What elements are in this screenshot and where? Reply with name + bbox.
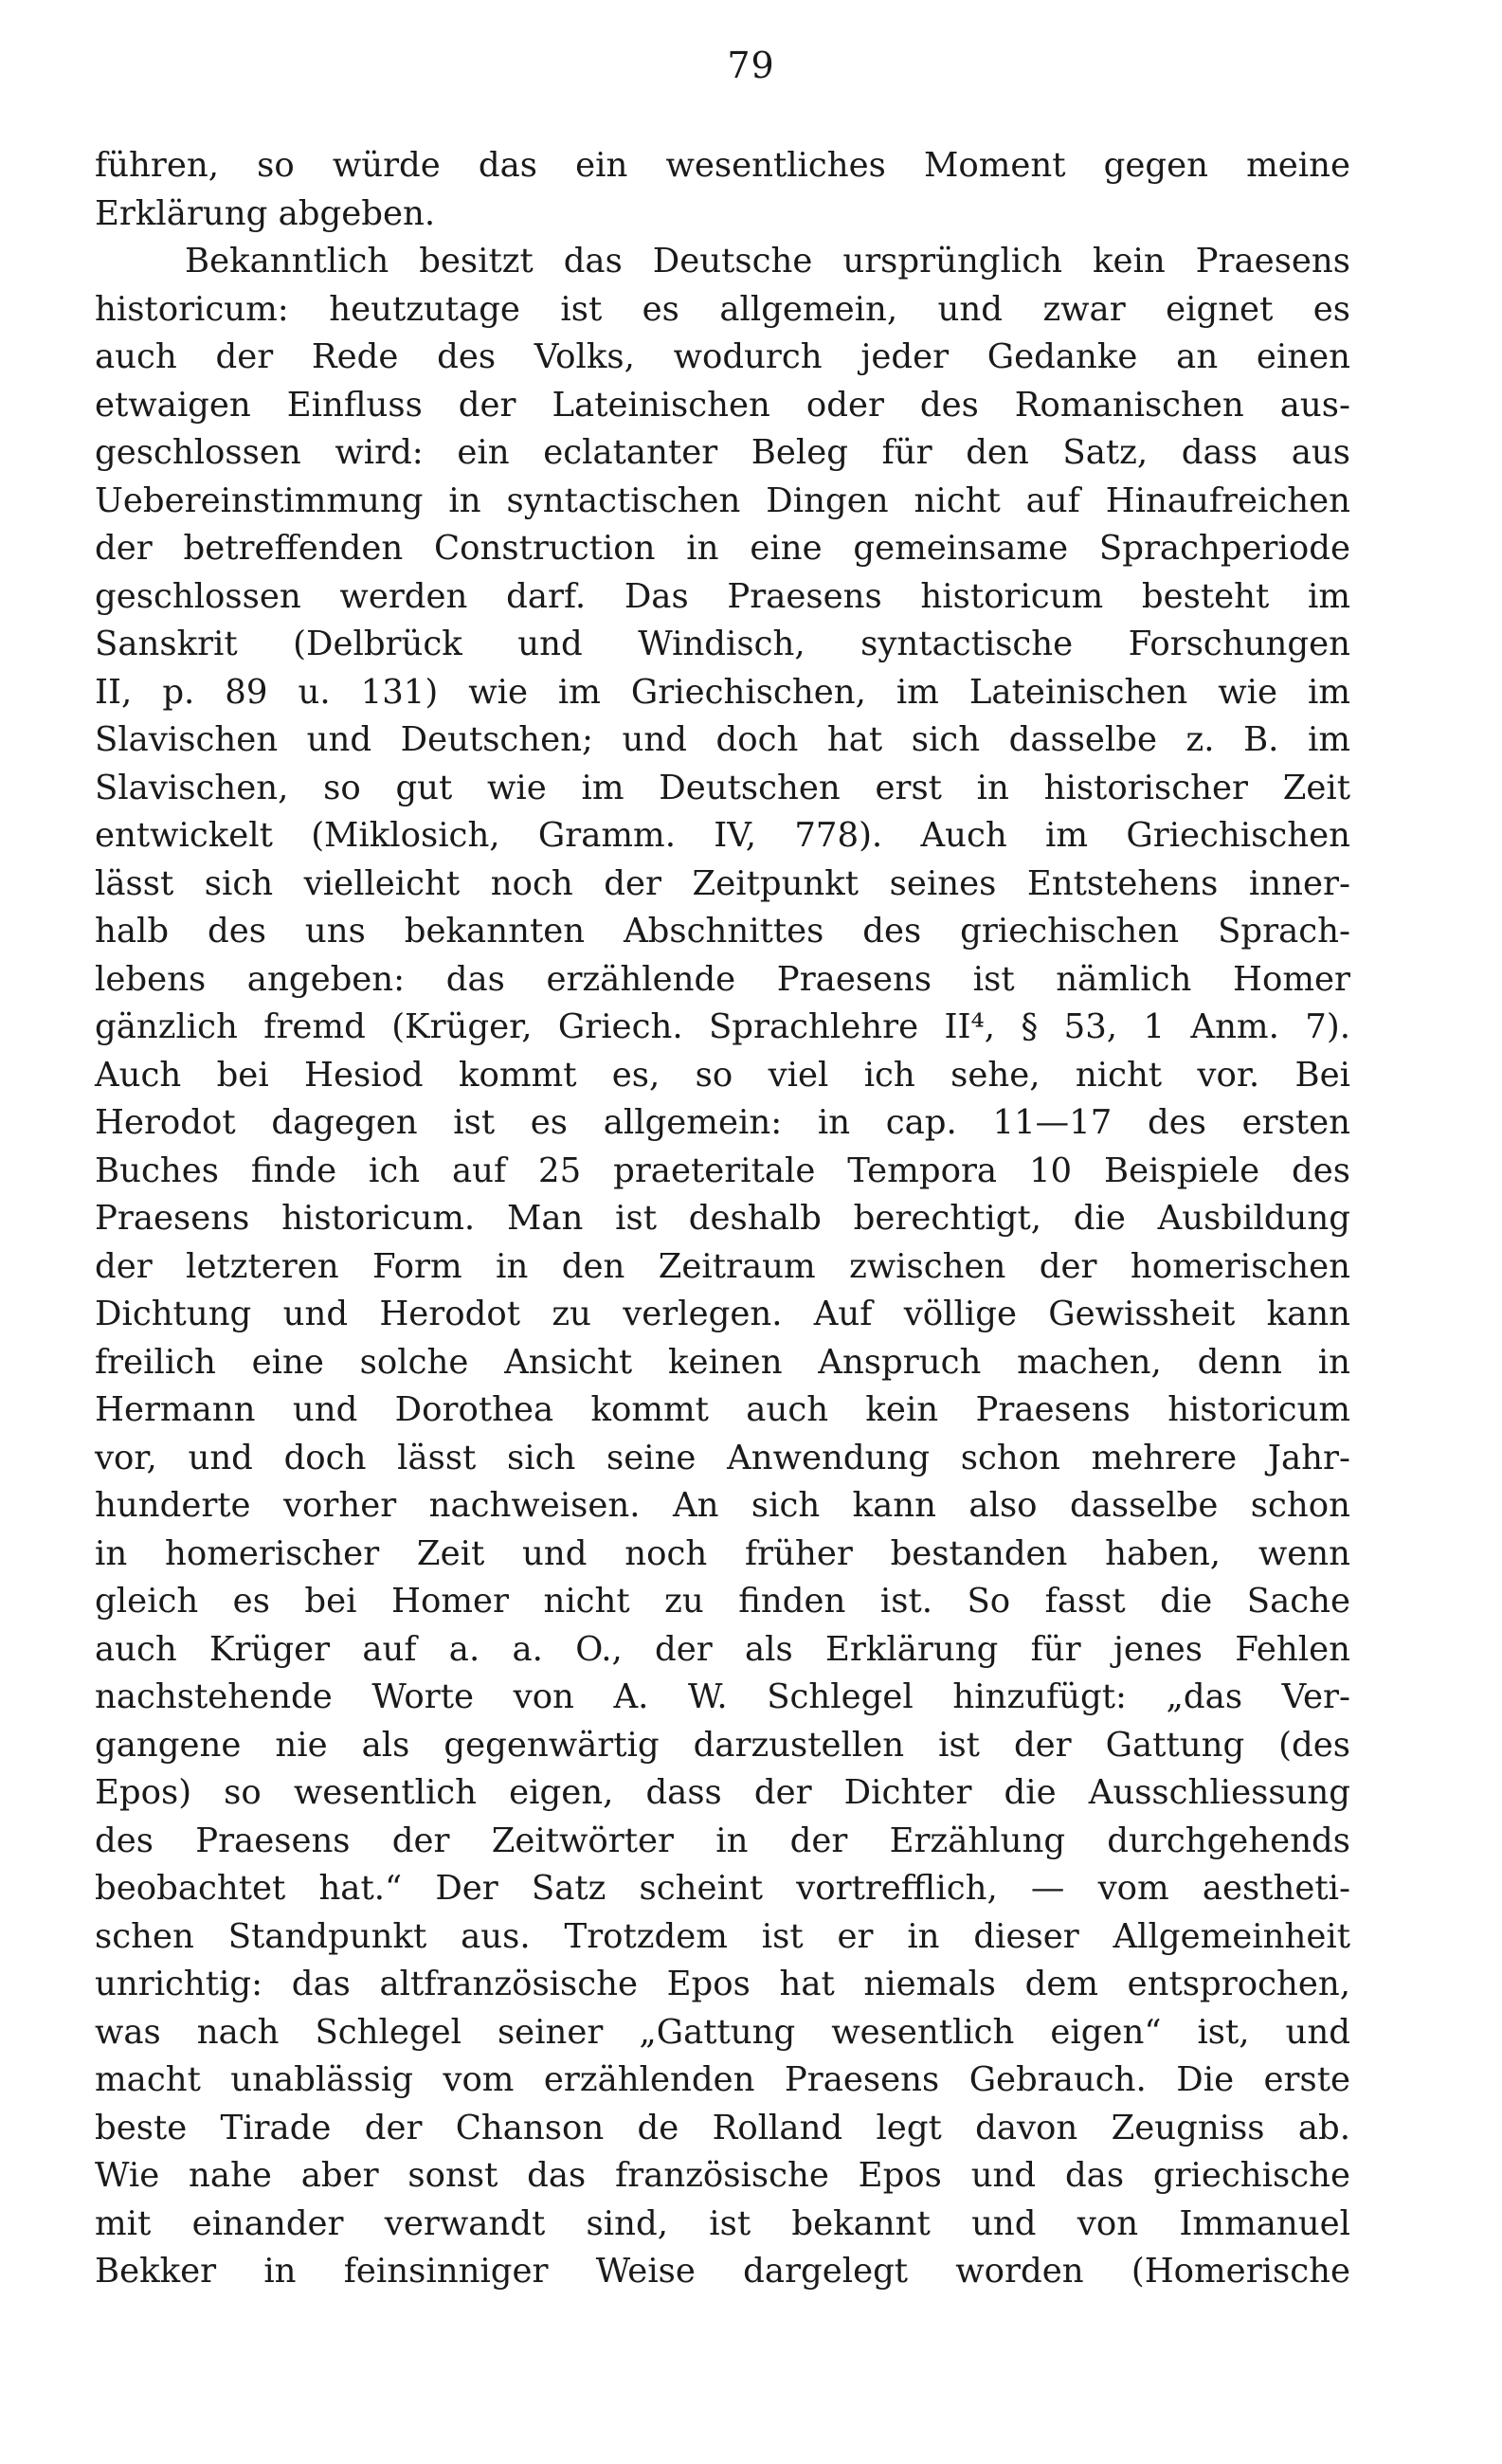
text-line: hunderte vorher nachweisen. An sich kann also dasselbe schon: [95, 1486, 1350, 1525]
text-line: macht unablässig vom erzählenden Praesens Gebrauch. Die erste: [95, 2060, 1350, 2099]
text-line: Praesens historicum. Man ist deshalb berechtigt, die Ausbildung: [95, 1199, 1350, 1238]
text-line: Buches finde ich auf 25 praeteritale Tempora 10 Beispiele des: [95, 1150, 1350, 1190]
text-line: halb des uns bekannten Abschnittes des griechischen Sprach-: [95, 912, 1350, 951]
text-line: Herodot dagegen ist es allgemein: in cap. 11—17 des ersten: [95, 1103, 1350, 1142]
page-number: 79: [727, 45, 775, 86]
text-line: mit einander verwandt sind, ist bekannt und von Immanuel: [95, 2203, 1350, 2243]
text-line: II, p. 89 u. 131) wie im Griechischen, im Lateinischen wie im: [95, 672, 1350, 712]
text-line: entwickelt (Miklosich, Gramm. IV, 778). Auch im Griechischen: [95, 816, 1350, 855]
text-line: freilich eine solche Ansicht keinen Anspruch machen, denn in: [95, 1342, 1350, 1382]
text-line: Hermann und Dorothea kommt auch kein Praesens historicum: [95, 1390, 1350, 1429]
text-line: in homerischer Zeit und noch früher bestanden haben, wenn: [95, 1533, 1350, 1573]
text-line: lebens angeben: das erzählende Praesens ist nämlich Homer: [95, 959, 1350, 999]
text-line: Slavischen, so gut wie im Deutschen erst in historischer Zeit: [95, 768, 1350, 807]
text-line: Erklärung abgeben.: [95, 193, 436, 233]
text-line: schen Standpunkt aus. Trotzdem ist er in dieser Allgemeinheit: [95, 1916, 1350, 1956]
text-line: lässt sich vielleicht noch der Zeitpunkt seines Entstehens inner-: [95, 863, 1350, 903]
text-line: Bekanntlich besitzt das Deutsche ursprünglich kein Praesens: [185, 242, 1350, 281]
text-line: nachstehende Worte von A. W. Schlegel hinzufügt: „das Ver-: [95, 1677, 1350, 1716]
text-line: des Praesens der Zeitwörter in der Erzählung durchgehends: [95, 1821, 1350, 1860]
text-line: Bekker in feinsinniger Weise dargelegt worden (Homerische: [95, 2252, 1350, 2291]
text-line: der letzteren Form in den Zeitraum zwischen der homerischen: [95, 1246, 1350, 1286]
text-line: Dichtung und Herodot zu verlegen. Auf völlige Gewissheit kann: [95, 1295, 1350, 1333]
text-line: Epos) so wesentlich eigen, dass der Dichter die Ausschliessung: [95, 1773, 1350, 1812]
text-line: Uebereinstimmung in syntactischen Dingen nicht auf Hinaufreichen: [95, 480, 1350, 520]
text-line: Wie nahe aber sonst das französische Epos und das griechische: [95, 2156, 1350, 2195]
text-line: beobachtet hat.“ Der Satz scheint vortrefflich, — vom aestheti-: [95, 1869, 1350, 1908]
text-line: geschlossen werden darf. Das Praesens historicum besteht im: [95, 576, 1350, 616]
text-line: gangene nie als gegenwärtig darzustellen ist der Gattung (des: [95, 1725, 1350, 1765]
text-line: etwaigen Einfluss der Lateinischen oder des Romanischen aus-: [95, 385, 1350, 425]
text-line: der betreffenden Construction in eine gemeinsame Sprachperiode: [95, 529, 1350, 568]
text-line: auch der Rede des Volks, wodurch jeder Gedanke an einen: [95, 337, 1350, 376]
text-line: vor, und doch lässt sich seine Anwendung schon mehrere Jahr-: [95, 1438, 1350, 1477]
text-line: Auch bei Hesiod kommt es, so viel ich sehe, nicht vor. Bei: [95, 1055, 1350, 1095]
text-line: gänzlich fremd (Krüger, Griech. Sprachlehre II⁴, § 53, 1 Anm. 7).: [95, 1007, 1350, 1046]
body-text: [95, 142, 1350, 2296]
text-line: führen, so würde das ein wesentliches Moment gegen meine: [95, 146, 1350, 185]
text-line: historicum: heutzutage ist es allgemein, und zwar eignet es: [95, 289, 1350, 329]
text-line: Sanskrit (Delbrück und Windisch, syntactische Forschungen: [95, 625, 1350, 663]
text-line: unrichtig: das altfranzösische Epos hat niemals dem entsprochen,: [95, 1965, 1350, 2003]
text-line: beste Tirade der Chanson de Rolland legt davon Zeugniss ab.: [95, 2108, 1350, 2147]
text-line: Slavischen und Deutschen; und doch hat sich dasselbe z. B. im: [95, 720, 1350, 759]
text-line: auch Krüger auf a. a. O., der als Erklärung für jenes Fehlen: [95, 1629, 1350, 1669]
text-line: gleich es bei Homer nicht zu finden ist. So fasst die Sache: [95, 1582, 1350, 1621]
text-line: geschlossen wird: ein eclatanter Beleg für den Satz, dass aus: [95, 433, 1350, 472]
text-line: was nach Schlegel seiner „Gattung wesentlich eigen“ ist, und: [95, 2012, 1350, 2052]
